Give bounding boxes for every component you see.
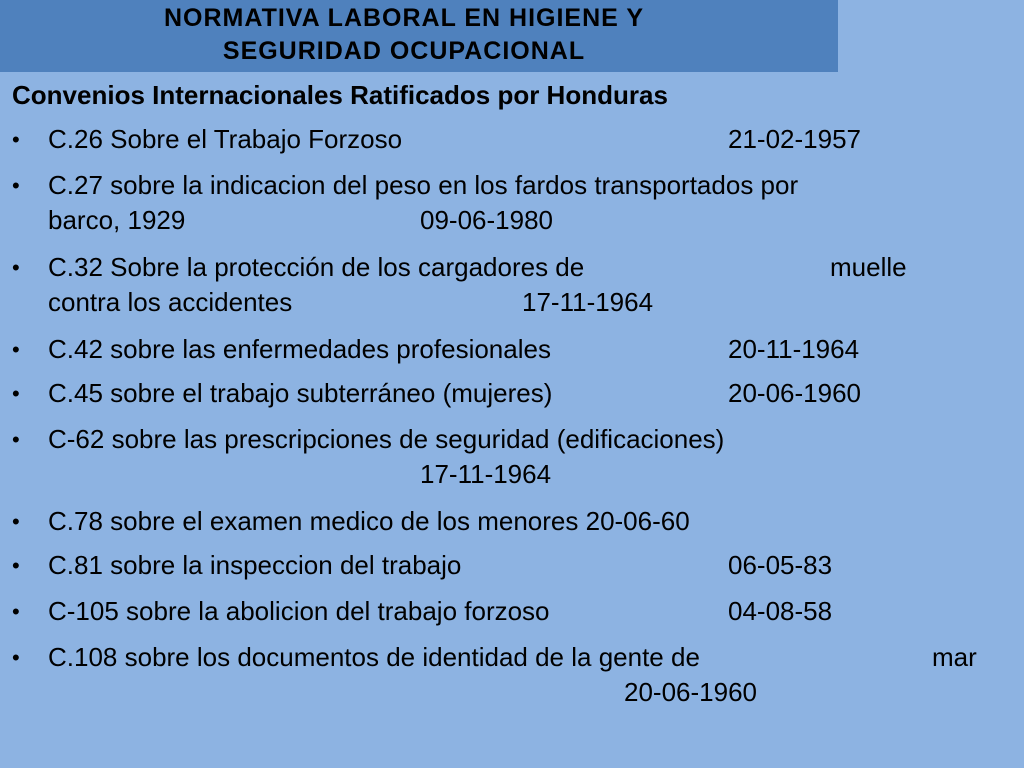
bullet-icon: • — [12, 337, 20, 362]
item-text: C.26 Sobre el Trabajo Forzoso — [48, 124, 403, 154]
item-text: C-105 sobre la abolicion del trabajo forzoso — [48, 596, 550, 626]
item-date: 20-06-1960 — [728, 378, 861, 408]
title-bar — [0, 0, 838, 72]
bullet-icon: • — [12, 381, 20, 406]
item-text: C-62 sobre las prescripciones de seguridad (edificaciones) — [48, 424, 725, 454]
item-date: 20-06-1960 — [624, 677, 757, 707]
item-date: 21-02-1957 — [728, 124, 861, 154]
slide-title-line-1: NORMATIVA LABORAL EN HIGIENE Y — [163, 4, 645, 32]
bullet-icon: • — [12, 427, 20, 452]
bullet-icon: • — [12, 509, 20, 534]
item-date: 06-05-83 — [728, 550, 833, 580]
item-text-tail: muelle — [830, 252, 907, 282]
item-text: C.27 sobre la indicacion del peso en los fardos transportados por — [48, 170, 799, 200]
bullet-icon: • — [12, 599, 20, 624]
item-date: 17-11-1964 — [522, 287, 654, 317]
bullet-icon: • — [12, 173, 20, 198]
slide-heading: Convenios Internacionales Ratificados por Honduras — [12, 80, 668, 110]
slide-title-line-2: SEGURIDAD OCUPACIONAL — [222, 37, 586, 65]
item-text-tail: mar — [932, 642, 977, 672]
item-text: C.108 sobre los documentos de identidad de la gente de — [48, 642, 700, 672]
item-text-continued: barco, 1929 — [48, 205, 186, 235]
bullet-icon: • — [12, 255, 20, 280]
bullet-icon: • — [12, 645, 20, 670]
item-text: C.81 sobre la inspeccion del trabajo — [48, 550, 462, 580]
item-date: 17-11-1964 — [420, 459, 552, 489]
item-text-continued: contra los accidentes — [48, 287, 293, 317]
item-text: C.45 sobre el trabajo subterráneo (mujeres) — [48, 378, 553, 408]
item-text: C.32 Sobre la protección de los cargadores de — [48, 252, 585, 282]
item-date: 04-08-58 — [728, 596, 833, 626]
item-date: 20-11-1964 — [728, 334, 860, 364]
bullet-icon: • — [12, 553, 20, 578]
item-text: C.78 sobre el examen medico de los menores 20-06-60 — [48, 506, 690, 536]
item-text: C.42 sobre las enfermedades profesionales — [48, 334, 551, 364]
bullet-icon: • — [12, 127, 20, 152]
item-date: 09-06-1980 — [420, 205, 553, 235]
